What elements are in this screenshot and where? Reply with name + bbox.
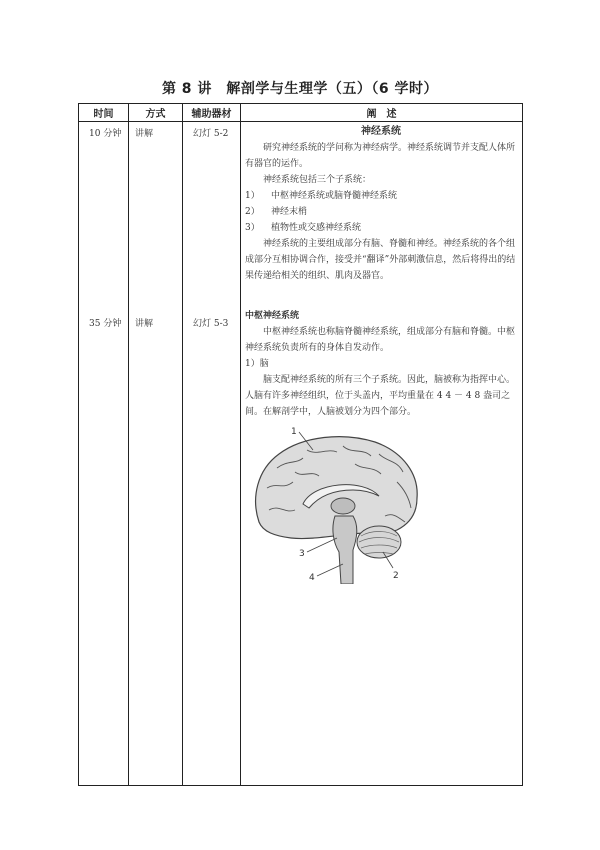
cerebellum-shape	[357, 526, 401, 558]
page-title: 第 8 讲 解剖学与生理学（五）（6 学时）	[161, 81, 439, 97]
list-item	[245, 204, 517, 220]
list-text: 神经末梢	[271, 207, 308, 217]
list-number: 1）	[245, 191, 260, 201]
paragraph: 中枢神经系统也称脑脊髓神经系统，组成部分有脑和脊髓。中枢神经系统负责所有的身体自发动作。	[245, 327, 516, 353]
method-column	[129, 122, 183, 786]
figure-label-1: 1	[291, 427, 297, 437]
section-nervous-system	[245, 124, 517, 284]
subheading: 1）脑	[245, 359, 269, 369]
header-time: 时间	[79, 104, 129, 122]
paragraph: 研究神经系统的学问称为神经病学。神经系统调节并支配人体所有器官的运作。	[245, 143, 516, 169]
list-text: 植物性或交感神经系统	[271, 223, 362, 233]
row2-time: 35 分钟	[89, 319, 122, 329]
paragraph: 神经系统的主要组成部分有脑、脊髓和神经。神经系统的各个组成部分互相协调合作，接受并“翻译”外部刺激信息，然后将得出的结果传递给相关的组织、肌肉及器官。	[245, 239, 516, 281]
header-description: 阐 述	[241, 104, 523, 122]
row1-time: 10 分钟	[89, 129, 122, 139]
list-item	[245, 188, 517, 204]
thalamus-shape	[331, 498, 355, 514]
row2-equipment: 幻灯 5-3	[193, 319, 229, 329]
paragraph: 神经系统包括三个子系统：	[263, 175, 372, 185]
row1-method: 讲解	[135, 129, 154, 139]
figure-label-3: 3	[299, 549, 305, 559]
section-central-nervous-system	[245, 308, 517, 420]
equipment-column	[183, 122, 241, 786]
header-equipment: 辅助器材	[183, 104, 241, 122]
list-text: 中枢神经系统或脑脊髓神经系统	[271, 191, 398, 201]
header-method: 方式	[129, 104, 183, 122]
list-number: 3）	[245, 223, 260, 233]
figure-label-4: 4	[309, 573, 315, 583]
description-column	[241, 122, 523, 786]
row2-method: 讲解	[135, 319, 154, 329]
table-header-row	[79, 104, 523, 122]
section-title: 神经系统	[361, 126, 401, 137]
list-number: 2）	[245, 207, 260, 217]
row1-equipment: 幻灯 5-2	[193, 129, 229, 139]
brainstem-shape	[333, 516, 357, 584]
brain-diagram	[247, 424, 447, 584]
time-column	[79, 122, 129, 786]
paragraph: 脑支配神经系统的所有三个子系统。因此，脑被称为指挥中心。人脑有许多神经组织，位于头盖内，平均重量在 4 4 － 4 8 盎司之间。在解剖学中，人脑被划分为四个部分。	[245, 375, 516, 417]
lesson-table	[78, 103, 523, 786]
list-item	[245, 220, 517, 236]
table-body-row	[79, 122, 523, 786]
section-title: 中枢神经系统	[245, 311, 300, 321]
figure-label-2: 2	[393, 571, 399, 581]
